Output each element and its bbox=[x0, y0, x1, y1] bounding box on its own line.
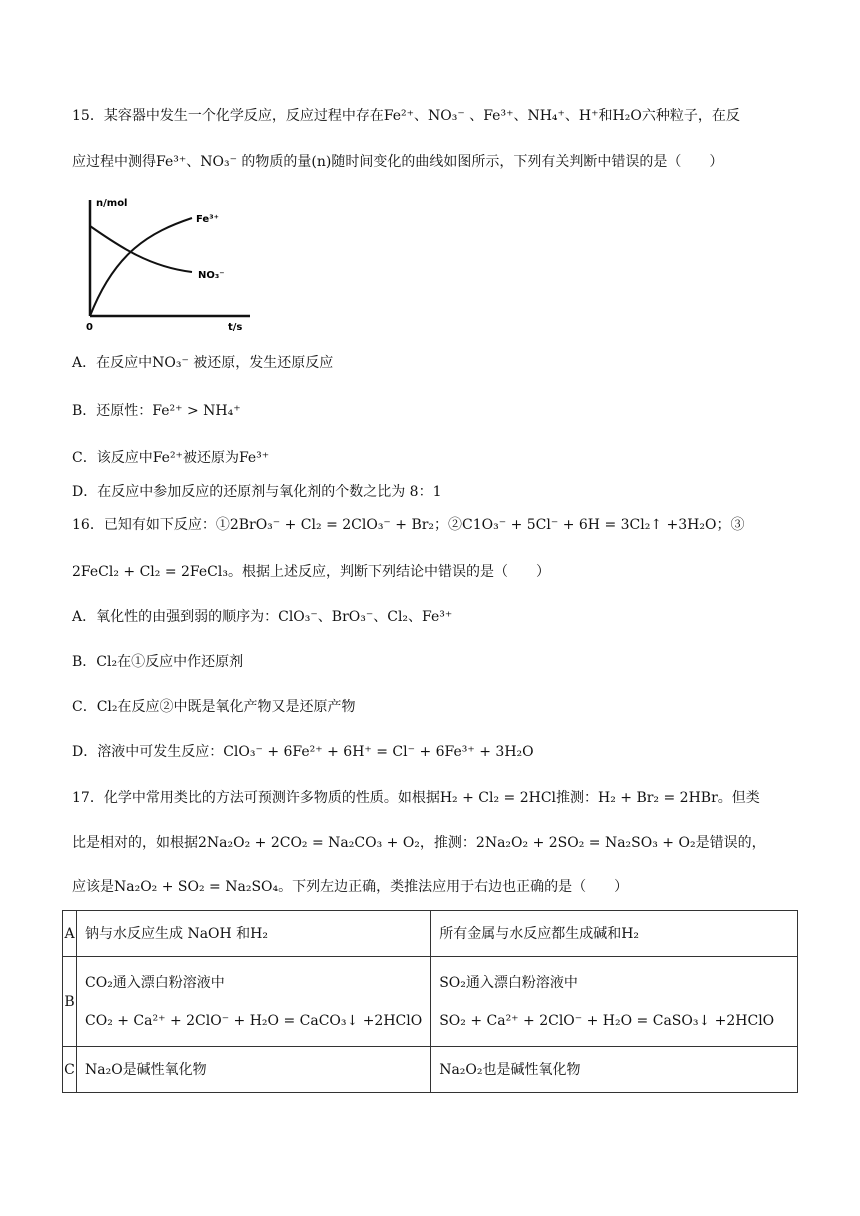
q15-option-d: D．在反应中参加反应的还原剂与氧化剂的个数之比为 8：1 bbox=[72, 484, 442, 500]
q15-stem-line2: 应过程中测得Fe³⁺、NO₃⁻ 的物质的量(n)随时间变化的曲线如图所示，下列有关判断中错误的是（ ） bbox=[72, 154, 724, 170]
right-cell bbox=[431, 957, 798, 1047]
table-row-c bbox=[63, 1047, 798, 1093]
cell-text: CO₂通入漂白粉溶液中 bbox=[85, 974, 225, 991]
q16-option-c: C．Cl₂在反应②中既是氧化产物又是还原产物 bbox=[72, 699, 356, 715]
y-axis-label: n/mol bbox=[96, 198, 128, 209]
left-cell bbox=[77, 911, 431, 957]
row-label: C bbox=[63, 1047, 77, 1093]
right-cell bbox=[431, 1047, 798, 1093]
no3-curve bbox=[90, 226, 192, 272]
right-cell bbox=[431, 911, 798, 957]
no3-label: NO₃⁻ bbox=[198, 270, 225, 281]
q16-stem-line1: 16．已知有如下反应：①2BrO₃⁻ + Cl₂ = 2ClO₃⁻ + Br₂；②C1O₃⁻ + 5Cl⁻ + 6H = 3Cl₂↑ +3H₂O；③ bbox=[72, 517, 745, 533]
q15-option-c: C．该反应中Fe²⁺被还原为Fe³⁺ bbox=[72, 450, 270, 466]
q15-option-b: B．还原性：Fe²⁺ > NH₄⁺ bbox=[72, 403, 241, 419]
q17-options-table bbox=[62, 910, 798, 1093]
q16-stem-line2: 2FeCl₂ + Cl₂ = 2FeCl₃。根据上述反应，判断下列结论中错误的是（ ） bbox=[72, 564, 550, 580]
row-label: B bbox=[63, 957, 77, 1047]
origin-label: 0 bbox=[86, 322, 93, 333]
table-row-b bbox=[63, 957, 798, 1047]
q17-stem-line1: 17．化学中常用类比的方法可预测许多物质的性质。如根据H₂ + Cl₂ = 2HCl推测：H₂ + Br₂ = 2HBr。但类 bbox=[72, 790, 760, 806]
cell-text: Na₂O₂也是碱性氧化物 bbox=[439, 1061, 581, 1078]
fe3-label: Fe³⁺ bbox=[196, 214, 219, 225]
cell-text: 所有金属与水反应都生成碱和H₂ bbox=[439, 925, 640, 942]
fe3-curve bbox=[90, 218, 192, 316]
table-row-a bbox=[63, 911, 798, 957]
cell-text: 钠与水反应生成 NaOH 和H₂ bbox=[85, 925, 269, 942]
left-cell bbox=[77, 1047, 431, 1093]
q15-option-a: A．在反应中NO₃⁻ 被还原，发生还原反应 bbox=[72, 355, 334, 371]
x-axis-label: t/s bbox=[228, 322, 243, 333]
cell-equation: CO₂ + Ca²⁺ + 2ClO⁻ + H₂O = CaCO₃↓ +2HClO bbox=[85, 1012, 423, 1029]
q16-option-a: A．氧化性的由强到弱的顺序为：ClO₃⁻、BrO₃⁻、Cl₂、Fe³⁺ bbox=[72, 609, 453, 625]
q17-stem-line2: 比是相对的，如根据2Na₂O₂ + 2CO₂ = Na₂CO₃ + O₂，推测：2Na₂O₂ + 2SO₂ = Na₂SO₃ + O₂是错误的， bbox=[72, 835, 766, 851]
q17-stem-line3: 应该是Na₂O₂ + SO₂ = Na₂SO₄。下列左边正确，类推法应用于右边也正确的是（ ） bbox=[72, 879, 629, 895]
cell-text: SO₂通入漂白粉溶液中 bbox=[439, 974, 578, 991]
q16-option-d: D．溶液中可发生反应：ClO₃⁻ + 6Fe²⁺ + 6H⁺ = Cl⁻ + 6Fe³⁺ + 3H₂O bbox=[72, 744, 534, 760]
q15-graph bbox=[80, 192, 280, 334]
cell-equation: SO₂ + Ca²⁺ + 2ClO⁻ + H₂O = CaSO₃↓ +2HClO bbox=[439, 1012, 775, 1029]
left-cell bbox=[77, 957, 431, 1047]
q15-stem-line1: 15．某容器中发生一个化学反应，反应过程中存在Fe²⁺、NO₃⁻ 、Fe³⁺、NH₄⁺、H⁺和H₂O六种粒子，在反 bbox=[72, 108, 740, 124]
q16-option-b: B．Cl₂在①反应中作还原剂 bbox=[72, 654, 244, 670]
row-label: A bbox=[63, 911, 77, 957]
cell-text: Na₂O是碱性氧化物 bbox=[85, 1061, 207, 1078]
